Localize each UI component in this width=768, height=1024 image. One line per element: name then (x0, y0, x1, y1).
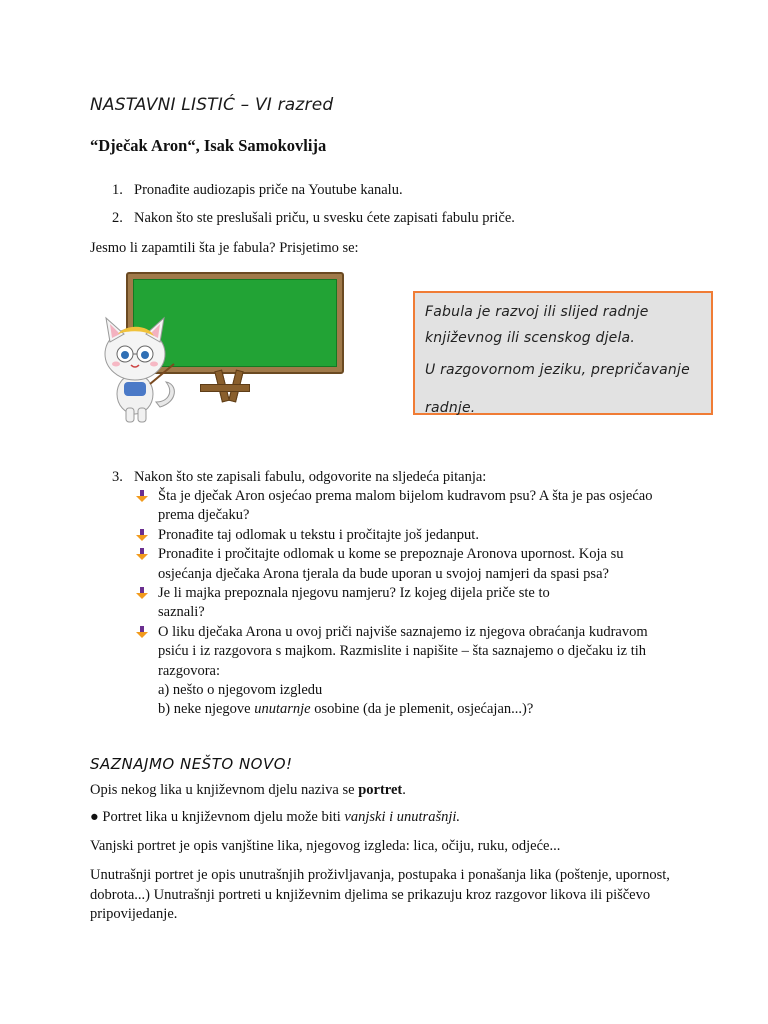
story-title: “Dječak Aron“, Isak Samokovlija (90, 136, 327, 155)
definition-line: radnje. (425, 400, 476, 416)
step-number: 3. (112, 469, 123, 485)
question-item: Šta je dječak Aron osjećao prema malom bijelom kudravom psu? A šta je pas osjećao prema dječaku? (136, 487, 656, 526)
question-item: Pronađite i pročitajte odlomak u kome se prepoznaje Aronova upornost. Koja su osjećanja dječaka Arona tjerala da bude uporan u svojoj namjeri da spasi psa? (136, 545, 656, 584)
sub-item-a: a) nešto o njegovom izgledu (158, 682, 323, 699)
step-2 (112, 209, 515, 227)
question-item: Je li majka prepoznala njegovu namjeru? Iz kojeg dijela priče ste to saznali? (136, 584, 578, 623)
paragraph-external: Vanjski portret je opis vanjštine lika, njegovog izgleda: lica, očiju, ruku, odjeće... (90, 838, 561, 854)
arrow-bullet-icon (136, 587, 148, 600)
sub-item-b: b) neke njegove unutarnje osobine (da je plemenit, osjećajan...)? (158, 701, 534, 718)
bullet-dot-icon: ● (90, 809, 99, 825)
question-item: O liku dječaka Arona u ovoj priči najviše saznajemo iz njegova obraćanja kudravom psiću i iz razgovora s majkom. Razmislite i napišite – šta saznajemo o dječaku iz tih razgovora: (136, 623, 648, 681)
question-list (136, 487, 656, 720)
paragraph-definition: Opis nekog lika u književnom djelu naziva se portret. (90, 782, 406, 798)
definition-line: U razgovornom jeziku, prepričavanje (425, 362, 690, 378)
arrow-bullet-icon (136, 490, 148, 503)
section-title: SAZNAJMO NEŠTO NOVO! (90, 755, 293, 773)
arrow-bullet-icon (136, 626, 148, 639)
intro-question: Jesmo li zapamtili šta je fabula? Prisjetimo se: (90, 240, 359, 256)
step-1 (112, 181, 403, 199)
step-number: 1. (112, 182, 123, 198)
paragraph-internal: Unutrašnji portret je opis unutrašnjih proživljavanja, postupaka i ponašanja lika (poštenje, upornost, dobrota...) Unutrašnji portreti u književnim djelima se prikazuju kroz razgovor likova ili piščevo pripovijedanje. (90, 867, 670, 922)
chalkboard-cat-illustration (90, 272, 390, 424)
definition-line: Fabula je razvoj ili slijed radnje (425, 304, 649, 320)
arrow-bullet-icon (136, 548, 148, 561)
question-item: Pronađite taj odlomak u tekstu i pročitajte još jedanput. (136, 526, 656, 545)
definition-line: književnog ili scenskog djela. (425, 330, 635, 346)
cat-teacher-icon (90, 312, 180, 424)
step-text: Pronađite audiozapis priče na Youtube kanalu. (134, 182, 403, 198)
step-number: 2. (112, 210, 123, 226)
definition-box (413, 291, 713, 415)
arrow-bullet-icon (136, 529, 148, 542)
page-title: NASTAVNI LISTIĆ – VI razred (90, 95, 334, 115)
paragraph-types: ● Portret lika u književnom djelu može biti vanjski i unutrašnji. (90, 809, 461, 825)
step-3 (112, 469, 486, 486)
step-text: Nakon što ste preslušali priču, u svesku ćete zapisati fabulu priče. (134, 210, 515, 226)
step-text: Nakon što ste zapisali fabulu, odgovorite na sljedeća pitanja: (134, 469, 487, 485)
